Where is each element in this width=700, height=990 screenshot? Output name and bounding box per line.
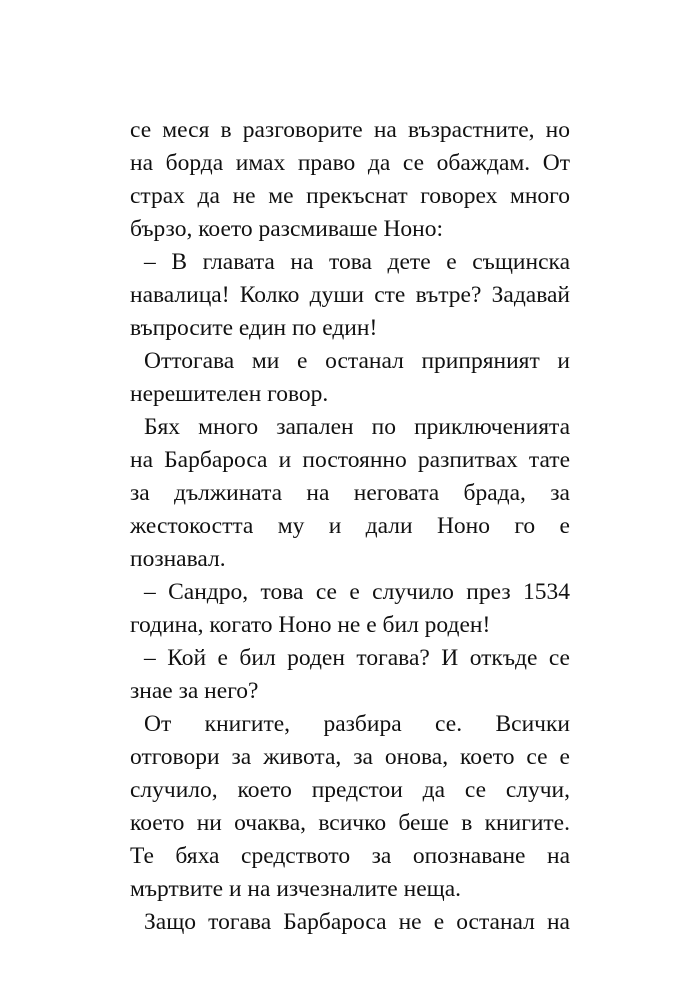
text-line: – Кой е бил роден тогава? И откъде се [144, 645, 570, 671]
text-line: Бях много запален по приключенията [144, 414, 570, 440]
paragraph [130, 114, 570, 246]
body-text [130, 114, 570, 939]
text-line: – В главата на това дете е същинска [144, 249, 570, 275]
text-line: за дължината на неговата брада, за [130, 480, 570, 506]
text-line: мъртвите и на изчезналите неща. [130, 876, 462, 902]
text-line: се меся в разговорите на възрастните, но [130, 117, 570, 143]
text-line: на борда имах право да се обаждам. От [130, 150, 570, 176]
text-line: Оттогава ми е останал припряният и [144, 348, 570, 374]
text-line: жестокостта му и дали Ноно го е [130, 513, 570, 539]
text-line: нерешителен говор. [130, 381, 329, 407]
paragraph [130, 345, 570, 411]
text-line: година, когато Ноно не е бил роден! [130, 612, 491, 638]
paragraph [130, 642, 570, 708]
text-line: отговори за живота, за онова, което се е [130, 744, 570, 770]
paragraph [130, 906, 570, 939]
paragraph [130, 246, 570, 345]
text-line: което ни очаква, всичко беше в книгите. [130, 810, 570, 836]
text-line: страх да не ме прекъснат говорех много [130, 183, 570, 209]
text-line: – Сандро, това се е случило през 1534 [144, 579, 570, 605]
paragraph [130, 576, 570, 642]
text-line: познавал. [130, 546, 226, 572]
text-line: на Барбароса и постоянно разпитвах тате [130, 447, 570, 473]
text-line: Защо тогава Барбароса не е останал на [144, 909, 570, 935]
text-line: знае за него? [130, 678, 259, 704]
text-line: въпросите един по един! [130, 315, 378, 341]
text-line: навалица! Колко души сте вътре? Задавай [130, 282, 570, 308]
text-line: случило, което предстои да се случи, [130, 777, 570, 803]
text-line: Те бяха средството за опознаване на [130, 843, 570, 869]
paragraph [130, 708, 570, 906]
paragraph [130, 411, 570, 576]
text-line: бързо, което разсмиваше Ноно: [130, 216, 444, 242]
text-line: От книгите, разбира се. Всички [144, 711, 570, 737]
